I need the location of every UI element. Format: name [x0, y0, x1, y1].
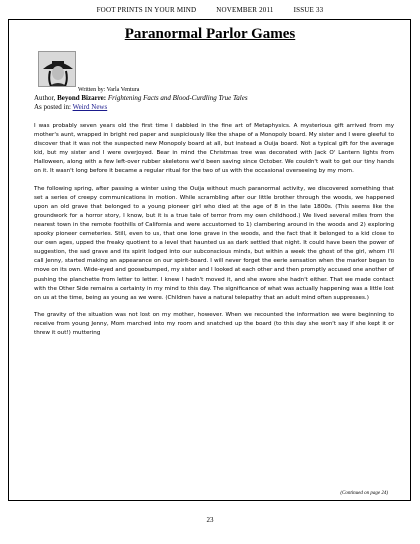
author-info [34, 94, 248, 112]
book-subtitle: Frightening Facts and Blood-Curdling True Tales [106, 94, 248, 102]
issue-number: ISSUE 33 [293, 6, 324, 14]
page-header [0, 6, 420, 14]
publication-name: FOOT PRINTS IN YOUR MIND [96, 6, 197, 14]
article-title: Paranormal Parlor Games [124, 26, 296, 42]
paragraph-1: I was probably seven years old the first time I dabbled in the fine art of Metaphysics. A mysterious gift arrived from my mother's aunt, wrapped in bright red paper and suspiciously like the shape of a Monopoly board. My sister and I were gleeful to discover that it was not the suspected new Monopoly board at all, but instead a Ouija board. Not a typical gift for the average kid, but my sister and I were overjoyed. Bear in mind the Christmas tree was decorated with Jack O' Lantern lights from Halloween, along with a few left-over rubber skeletons we'd been saving since October. We couldn't wait to get our tiny hands on it. It wasn't long before it became a regular ritual for the two of us with the occasional overseeing by my mom. [34, 123, 394, 175]
book-title: Beyond Bizarre: [57, 94, 107, 102]
weird-news-link[interactable]: Weird News [72, 103, 108, 111]
paragraph-2: The following spring, after passing a winter using the Ouija without much paranormal activity, we discovered something that set a series of creepy communications in motion. While scrambling after our little brother through the woods, we happened upon an old grave that belonged to a young pioneer girl who died at the age of 8 in the late 1800s. (This seems like the groundwork for a horror story, I know, but it is a true tale of terror from my own childhood.) We lived several miles from the nearest town in the remote foothills of California and were accustomed to 1) clambering around in the woods and 2) exploring spooky pioneer cemeteries. Still, even to us, that one lone grave in the woods, and the fact that it belonged to a kid close to our own ages, upped the freaky quotient to a level that haunted us as dark settled that night. It could have been the power of suggestion, the sad grave and its spirit lodged into our subconscious minds, but within a week the ghost of the girl, whom I'll call Jenny, started making an appearance on our spirit-board. I will never forget the eerie sensation when the marker began to move on its own. Wide-eyed and goosebumped, my sister and I looked at each other and then promptly accused one another of pushing the planchette from letter to letter. I knew I hadn't moved it, and she swore she hadn't either. That we made contact with the Other Side remains a certainty in my mind to this day. The significance of what was actually happening was a little lost on us at the time, being as young as we were. (Children have a natural telepathy that an adult mind often suppresses.) [34, 185, 394, 301]
continued-note: (Continued on page 24) [340, 491, 388, 496]
author-photo [38, 51, 76, 87]
issue-date: NOVEMBER 2011 [216, 6, 274, 14]
posted-prefix: As posted in: [34, 103, 73, 111]
author-prefix: Author, [34, 94, 58, 102]
byline: Written by: Varla Ventura [78, 87, 140, 93]
paragraph-3: The gravity of the situation was not lost on my mother, however. When we recounted the information we were beginning to receive from young Jenny, Mom marched into my room and snatched up the board (to this day she won't say if she kept it or threw it out!) muttering [34, 311, 394, 336]
article-body [34, 122, 394, 346]
page-number: 23 [206, 516, 214, 524]
